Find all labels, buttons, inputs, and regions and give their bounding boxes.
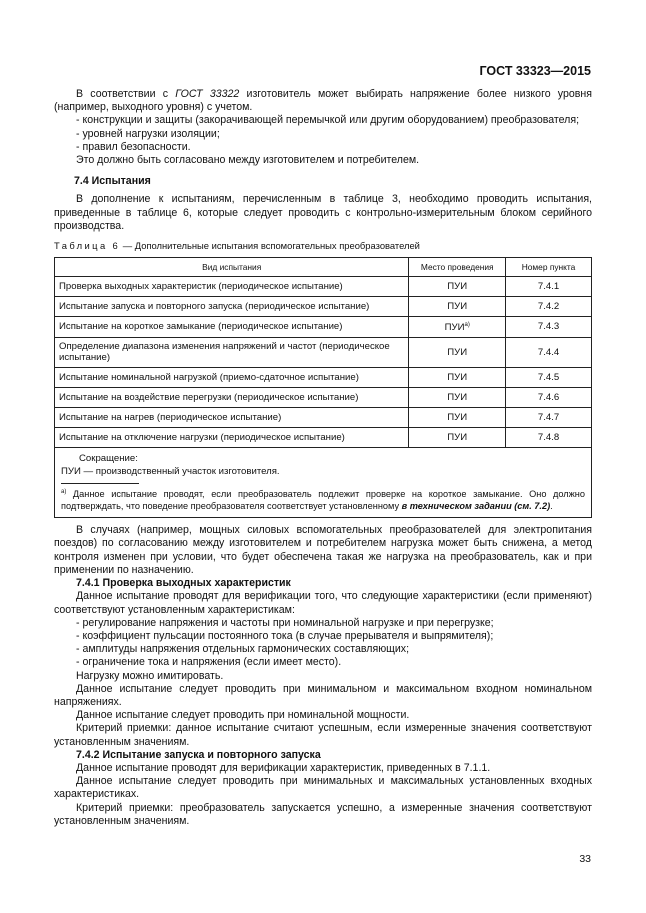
footnote-marker: а): [464, 322, 470, 329]
test-name-cell: Испытание на отключение нагрузки (периодическое испытание): [55, 427, 409, 447]
test-name-cell: Испытание запуска и повторного запуска (периодическое испытание): [55, 297, 409, 317]
s741-item: - регулирование напряжения и частоты при номинальной нагрузке и при перегрузке;: [76, 616, 494, 629]
table-row: [55, 337, 592, 367]
section-7-4-1-title: 7.4.1 Проверка выходных характеристик: [76, 577, 291, 590]
test-number-cell: 7.4.3: [506, 317, 592, 337]
s741-intro: Данное испытание проводят для верификации того, что следующие характеристики (если применяют) соответствуют установленным характеристикам:: [54, 590, 592, 616]
test-number-cell: 7.4.4: [506, 337, 592, 367]
table-caption: Таблица 6 — Дополнительные испытания вспомогательных преобразователей: [54, 240, 420, 252]
table-row: [55, 317, 592, 337]
intro-agreement: Это должно быть согласовано между изготовителем и потребителем.: [76, 154, 420, 167]
table-footnote: $^{а)}$ Данное испытание проводят, если преобразователь подлежит проверке на короткое замыкание. Оно должно подтверждать, что поведение преобразователя соответствует установленному в техническом задании (см. 7.2).: [61, 489, 585, 511]
header-location: Место проведения: [409, 258, 506, 277]
page-number: 33: [579, 853, 591, 865]
test-place-cell: ПУИ: [409, 367, 506, 387]
table-row: [55, 367, 592, 387]
table-row: [55, 297, 592, 317]
intro-paragraph: В соответствии с ГОСТ 33322 изготовитель может выбирать напряжение более низкого уровня (например, выходного уровня) с учетом.: [54, 88, 592, 114]
header-test-type: Вид испытания: [55, 258, 409, 277]
test-number-cell: 7.4.8: [506, 427, 592, 447]
test-number-cell: 7.4.5: [506, 367, 592, 387]
test-name-cell: Испытание номинальной нагрузкой (приемо-сдаточное испытание): [55, 367, 409, 387]
table-row: [55, 407, 592, 427]
s741-item: - ограничение тока и напряжения (если имеет место).: [76, 656, 342, 669]
after-table-paragraph: В случаях (например, мощных силовых вспомогательных преобразователей для электропитания поездов) по согласованию между изготовителем и потребителем нагрузка может быть снижена, а метод контроля изменен при условии, что будет обеспечена такая же нагрузка на преобразователь, как и при применении по назначению.: [54, 524, 592, 576]
header-clause-number: Номер пункта: [506, 258, 592, 277]
s742-paragraph: Данное испытание следует проводить при минимальных и максимальных установленных входных характеристиках.: [54, 775, 592, 801]
s741-paragraph: Критерий приемки: данное испытание считают успешным, если измеренные значения соответствуют установленным значениям.: [54, 722, 592, 748]
table-notes: [55, 447, 592, 518]
test-number-cell: 7.4.6: [506, 387, 592, 407]
table-header-row: [55, 258, 592, 277]
document-header-id: ГОСТ 33323—2015: [479, 64, 591, 78]
test-place-cell: ПУИ: [409, 427, 506, 447]
test-name-cell: Испытание на нагрев (периодическое испытание): [55, 407, 409, 427]
intro-item: - уровней нагрузки изоляции;: [76, 127, 220, 140]
abbreviation-text: ПУИ — производственный участок изготовителя.: [61, 465, 280, 477]
test-name-cell: Испытание на короткое замыкание (периодическое испытание): [55, 317, 409, 337]
section-7-4-paragraph: В дополнение к испытаниям, перечисленным в таблице 3, необходимо проводить испытания, приведенные в таблице 6, которые следует проводить с контрольно-измерительным блоком серийного производства.: [54, 193, 592, 232]
test-number-cell: 7.4.2: [506, 297, 592, 317]
intro-item: - конструкции и защиты (закорачивающей перемычкой или другим оборудованием) преобразователя;: [76, 114, 580, 127]
test-place-cell: ПУИ: [409, 337, 506, 367]
footnote-divider: [61, 483, 139, 484]
s742-paragraph: Данное испытание проводят для верификации характеристик, приведенных в 7.1.1.: [76, 761, 491, 774]
s741-item: - амплитуды напряжения отдельных гармонических составляющих;: [76, 643, 410, 656]
abbreviation-heading: Сокращение:: [79, 452, 138, 464]
section-7-4-2-title: 7.4.2 Испытание запуска и повторного запуска: [76, 748, 321, 761]
test-place-cell: ПУИ: [409, 297, 506, 317]
document-body: [54, 88, 592, 828]
s742-paragraph: Критерий приемки: преобразователь запускается успешно, а измеренные значения соответствуют установленным значениям.: [54, 801, 592, 827]
test-name-cell: Проверка выходных характеристик (периодическое испытание): [55, 277, 409, 297]
intro-item: - правил безопасности.: [76, 140, 191, 153]
table-notes-row: [55, 447, 592, 518]
test-number-cell: 7.4.7: [506, 407, 592, 427]
table-row: [55, 387, 592, 407]
test-place-cell: ПУИ: [409, 407, 506, 427]
s741-paragraph: Данное испытание следует проводить при минимальном и максимальном входном номинальном напряжениях.: [54, 682, 592, 708]
s741-item: - коэффициент пульсации постоянного тока (в случае прерывателя и выпрямителя);: [76, 629, 494, 642]
section-7-4-title: 7.4 Испытания: [74, 175, 151, 188]
test-place-cell: ПУИ: [409, 277, 506, 297]
test-number-cell: 7.4.1: [506, 277, 592, 297]
standard-reference: ГОСТ 33322: [175, 88, 240, 100]
test-place-cell: ПУИ: [409, 387, 506, 407]
tests-table: [54, 257, 592, 518]
table-row: [55, 427, 592, 447]
test-name-cell: Испытание на воздействие перегрузки (периодическое испытание): [55, 387, 409, 407]
s741-paragraph: Данное испытание следует проводить при номинальной мощности.: [76, 709, 410, 722]
test-name-cell: Определение диапазона изменения напряжений и частот (периодическое испытание): [55, 337, 409, 367]
s741-paragraph: Нагрузку можно имитировать.: [76, 669, 224, 682]
table-row: [55, 277, 592, 297]
test-place-cell: $ПУИ^{а)}$: [409, 317, 506, 337]
